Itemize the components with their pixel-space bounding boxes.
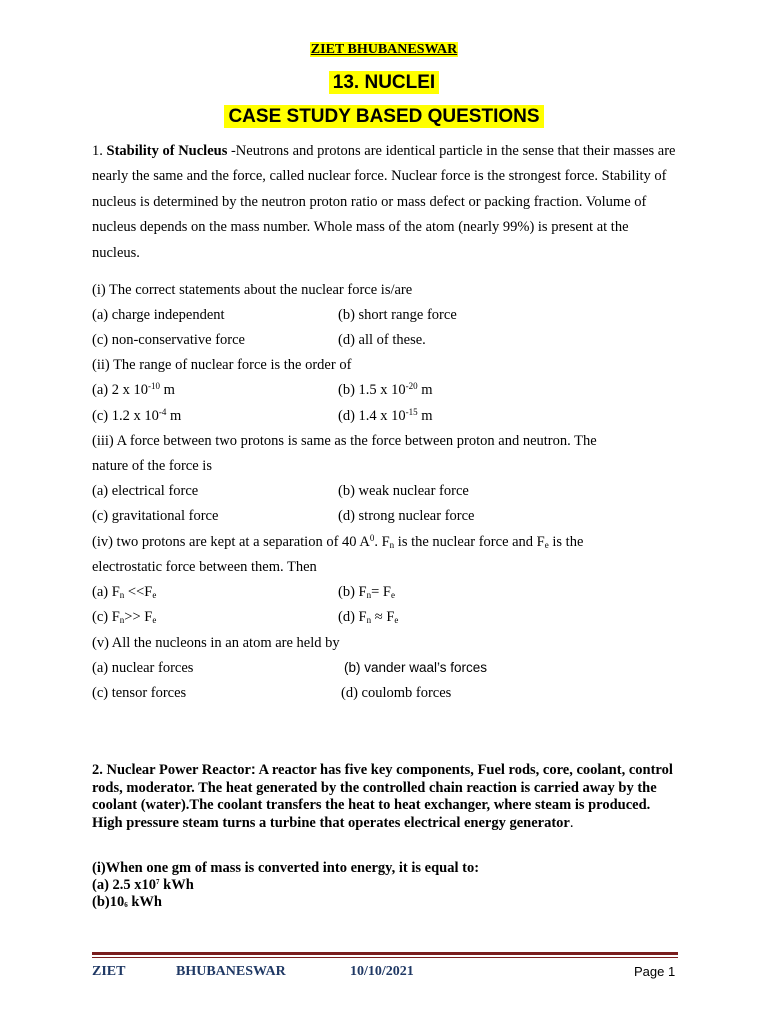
opt-text: (b) 1.5 x 10: [338, 382, 406, 398]
institute-heading: [0, 42, 768, 58]
q1-i-option-d: (d) all of these.: [338, 332, 426, 348]
q1-intro: -Neutrons and protons are identical particle in the sense that their masses are nearly the same and the force, called nuclear force. Nuclear force is the strongest force. Stability of nucleus is determined by the neutron proton ratio or mass defect or packing fraction. Volume of nucleus depends on the mass number. Whole mass of the atom (nearly 99%) is present at the nucleus.: [92, 143, 676, 261]
q1-iv-option-c: [92, 609, 156, 626]
q2-i-option-a: [92, 877, 194, 894]
opt-text: >> F: [124, 609, 153, 625]
page-number: Page 1: [634, 964, 676, 979]
subscript-e: e: [152, 590, 157, 600]
q1-number: 1.: [92, 143, 103, 159]
opt-text: (b)10: [92, 894, 125, 910]
q1-title: Stability of Nucleus: [106, 143, 228, 159]
unit: kWh: [127, 894, 162, 910]
opt-text: (a) 2 x 10: [92, 382, 148, 398]
q1-ii-option-a: [92, 382, 175, 399]
unit: m: [417, 382, 433, 398]
q1-iii-option-c: (c) gravitational force: [92, 508, 219, 524]
q1-v-option-a: (a) nuclear forces: [92, 660, 194, 676]
q1-iv-question: [92, 534, 583, 551]
opt-text: (c) F: [92, 609, 120, 625]
institute-title: ZIET BHUBANESWAR: [310, 42, 458, 57]
subscript-e: e: [544, 540, 549, 550]
q1-iii-question-cont: nature of the force is: [92, 458, 212, 474]
footer-rule-thick: [92, 952, 678, 955]
q1-i-option-b: (b) short range force: [338, 307, 457, 323]
q1-v-option-c: (c) tensor forces: [92, 685, 187, 701]
footer-ziet: ZIET: [92, 964, 126, 979]
q1-ii-option-c: [92, 408, 181, 425]
subscript-n: n: [119, 615, 125, 625]
exponent: 6: [124, 901, 128, 909]
subscript-n: n: [366, 615, 372, 625]
unit: m: [159, 382, 175, 398]
footer-location: BHUBANESWAR: [176, 964, 286, 979]
opt-text: ≈ F: [371, 609, 395, 625]
subscript-n: n: [366, 590, 372, 600]
q2-i-question: (i)When one gm of mass is converted into energy, it is equal to:: [92, 860, 480, 876]
q1-i-option-a: (a) charge independent: [92, 307, 225, 323]
q1-ii-option-d: [338, 408, 433, 425]
q1-iv-option-a: [92, 584, 156, 601]
q1-iii-option-d: (d) strong nuclear force: [338, 508, 475, 524]
opt-text: = F: [371, 584, 391, 600]
q1-v-option-d: (d) coulomb forces: [341, 685, 452, 701]
opt-text: (d) F: [338, 609, 367, 625]
section-heading: [0, 106, 768, 128]
subscript-n: n: [389, 540, 395, 550]
q1-iv-option-b: [338, 584, 395, 601]
subscript-e: e: [394, 615, 399, 625]
q1-v-option-b: (b) vander waal’s forces: [344, 660, 488, 675]
q1-iv-option-d: [338, 609, 398, 626]
unit: m: [417, 408, 433, 424]
q1-iv-question-cont: electrostatic force between them. Then: [92, 559, 317, 575]
opt-text: (d) 1.4 x 10: [338, 408, 406, 424]
q1-iii-question: (iii) A force between two protons is same as the force between proton and neutron. The: [92, 433, 597, 449]
q1-i-option-c: (c) non-conservative force: [92, 332, 245, 348]
q2-i-option-b: [92, 894, 162, 911]
q2-passage: [92, 762, 677, 832]
q1-ii-option-b: [338, 382, 433, 399]
subscript-e: e: [390, 590, 395, 600]
q1-iii-option-b: (b) weak nuclear force: [338, 483, 469, 499]
q2-colon: :: [250, 762, 256, 778]
superscript: 0: [369, 533, 375, 543]
exponent: -4: [158, 407, 167, 417]
exponent: -10: [147, 381, 160, 391]
q1-passage: [92, 139, 677, 266]
q-text: . F: [374, 534, 390, 550]
opt-text: (c) 1.2 x 10: [92, 408, 159, 424]
q2-end: .: [569, 814, 574, 831]
exponent: -15: [405, 407, 418, 417]
chapter-title: 13. NUCLEI: [329, 71, 439, 94]
q1-i-question: (i) The correct statements about the nuclear force is/are: [92, 282, 413, 298]
exponent: -20: [405, 381, 418, 391]
footer-rule-thin: [92, 957, 678, 958]
opt-text: (a) 2.5 x10: [92, 877, 157, 893]
unit: m: [166, 408, 182, 424]
footer-date: 10/10/2021: [350, 964, 414, 979]
opt-text: (a) F: [92, 584, 120, 600]
opt-text: <<F: [124, 584, 153, 600]
chapter-heading: [0, 72, 768, 94]
opt-text: (b) F: [338, 584, 367, 600]
section-title: CASE STUDY BASED QUESTIONS: [224, 105, 543, 128]
q-text: (iv) two protons are kept at a separation of 40 A: [92, 534, 370, 550]
q1-v-question: (v) All the nucleons in an atom are held by: [92, 635, 340, 651]
q-text: is the nuclear force and F: [394, 534, 545, 550]
unit: kWh: [159, 877, 194, 893]
q2-title: 2. Nuclear Power Reactor: [92, 762, 251, 778]
q-text: is the: [548, 534, 584, 550]
exponent: 7: [156, 878, 160, 886]
subscript-n: n: [119, 590, 125, 600]
q1-iii-option-a: (a) electrical force: [92, 483, 199, 499]
q1-ii-question: (ii) The range of nuclear force is the order of: [92, 357, 352, 373]
q2-body: A reactor has five key components, Fuel rods, core, coolant, control rods, moderator. The heat generated by the controlled chain reaction is carried away by the coolant (water).The coolant transfers the heat to heat exchanger, where steam is produced. High pressure steam turns a turbine that operates electrical energy generator: [92, 762, 673, 831]
subscript-e: e: [152, 615, 157, 625]
